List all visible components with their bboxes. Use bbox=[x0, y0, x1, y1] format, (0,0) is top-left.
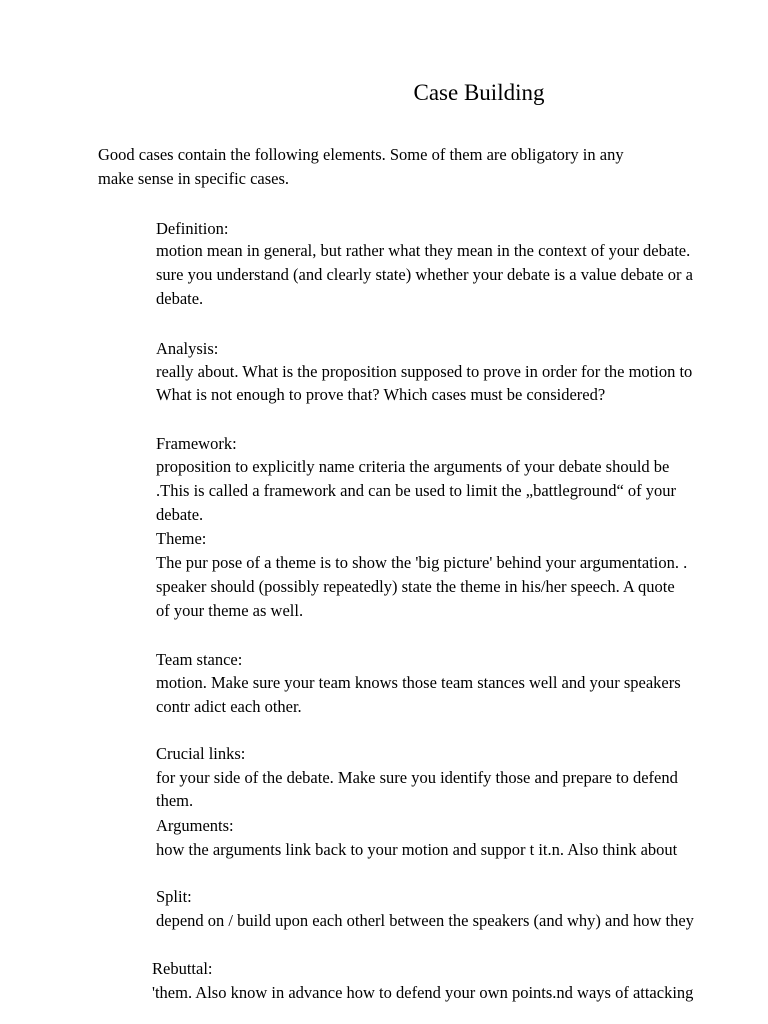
theme-text: The pur pose of a theme is to show the 'big picture' behind your argumentation. . bbox=[156, 553, 688, 572]
team-stance-text: motion. Make sure your team knows those team stances well and your speakers bbox=[156, 673, 681, 692]
team-stance-heading: Team stance: bbox=[156, 650, 243, 669]
framework-heading: Framework: bbox=[156, 434, 237, 453]
framework-text: .This is called a framework and can be used to limit the „battleground“ of your bbox=[156, 481, 677, 500]
rebuttal-heading: Rebuttal: bbox=[152, 959, 213, 978]
analysis-text: really about. What is the proposition supposed to prove in order for the motion to bbox=[156, 362, 693, 381]
definition-text: sure you understand (and clearly state) whether your debate is a value debate or a bbox=[156, 265, 693, 284]
arguments-heading: Arguments: bbox=[156, 816, 234, 835]
crucial-links-heading: Crucial links: bbox=[156, 744, 246, 763]
split-text: depend on / build upon each otherl between the speakers (and why) and how they bbox=[156, 911, 694, 930]
analysis-text: What is not enough to prove that? Which cases must be considered? bbox=[156, 385, 606, 404]
intro-line: make sense in specific cases. bbox=[98, 169, 290, 188]
crucial-links-text: them. bbox=[156, 791, 194, 810]
team-stance-text: contr adict each other. bbox=[156, 697, 302, 716]
crucial-links-text: for your side of the debate. Make sure you identify those and prepare to defend bbox=[156, 768, 678, 787]
definition-text: motion mean in general, but rather what they mean in the context of your debate. bbox=[156, 241, 691, 260]
theme-text: speaker should (possibly repeatedly) state the theme in his/her speech. A quote bbox=[156, 577, 675, 596]
rebuttal-text: 'them. Also know in advance how to defend your own points.nd ways of attacking bbox=[152, 983, 694, 1002]
framework-text: proposition to explicitly name criteria the arguments of your debate should be bbox=[156, 457, 670, 476]
split-heading: Split: bbox=[156, 887, 192, 906]
page-title: Case Building bbox=[413, 80, 545, 105]
definition-heading: Definition: bbox=[156, 219, 229, 238]
framework-text: debate. bbox=[156, 505, 204, 524]
definition-text: debate. bbox=[156, 289, 204, 308]
analysis-heading: Analysis: bbox=[156, 339, 219, 358]
arguments-text: how the arguments link back to your motion and suppor t it.n. Also think about bbox=[156, 840, 678, 859]
theme-heading: Theme: bbox=[156, 529, 207, 548]
theme-text: of your theme as well. bbox=[156, 601, 304, 620]
intro-line: Good cases contain the following elements. Some of them are obligatory in any bbox=[98, 145, 624, 164]
